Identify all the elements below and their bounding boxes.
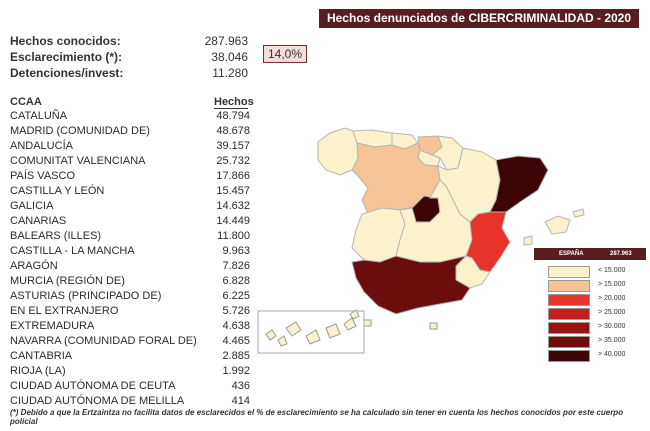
region-hechos-value: 2.885 [222,350,250,362]
region-name: CIUDAD AUTÓNOMA DE MELILLA [10,395,185,407]
region-canarias [266,310,359,346]
region-hechos-value: 6.828 [222,275,250,287]
legend-label: > 35.000 [598,337,626,344]
esclarecimiento-label: Esclarecimiento (*): [10,50,123,64]
region-hechos-value: 4.465 [222,335,250,347]
region-name: ASTURIAS (PRINCIPADO DE) [10,290,162,302]
legend-header-label: ESPAÑA [559,251,584,257]
region-baleares-mallorca [545,216,570,234]
legend-swatch [548,336,590,348]
region-melilla [430,323,437,329]
legend-label: > 40.000 [598,351,626,358]
region-hechos-value: 11.800 [217,230,250,242]
esclarecimiento-value: 38.046 [211,50,248,64]
region-hechos-value: 414 [231,395,250,407]
table-header-hechos: Hechos [214,96,254,108]
region-hechos-value: 7.826 [222,260,250,272]
region-name: CASTILLA - LA MANCHA [10,245,135,257]
region-name: CANARIAS [10,215,67,227]
legend-label: < 15.000 [598,267,626,274]
region-andalucia [352,256,470,314]
region-name: PAÍS VASCO [10,170,76,182]
region-name: COMUNITAT VALENCIANA [10,155,146,167]
region-hechos-value: 48.678 [216,125,250,137]
legend-header [534,248,646,260]
region-hechos-value: 15.457 [216,185,250,197]
region-name: BALEARS (ILLES) [10,230,102,242]
region-baleares-ibiza [524,236,532,245]
region-name: CIUDAD AUTÓNOMA DE CEUTA [10,380,176,392]
region-hechos-value: 39.157 [216,140,250,152]
legend-label: > 30.000 [598,323,626,330]
legend-swatch [548,350,590,362]
region-hechos-value: 5.726 [222,305,250,317]
region-name: NAVARRA (COMUNIDAD FORAL DE) [10,335,197,347]
legend-label: > 25.000 [598,309,626,316]
legend-swatch [548,280,590,292]
region-hechos-value: 25.732 [216,155,250,167]
detenciones-label: Detenciones/invest: [10,66,124,80]
region-hechos-value: 4.638 [222,320,250,332]
table-header-ccaa: CCAA [10,96,42,108]
chart-title: Hechos denunciados de CIBERCRIMINALIDAD - 2020 [319,9,639,28]
region-name: ANDALUCÍA [10,140,73,152]
legend-swatch [548,294,590,306]
region-name: MURCIA (REGIÓN DE) [10,275,125,287]
region-hechos-value: 14.632 [216,200,250,212]
region-hechos-value: 48.794 [216,110,250,122]
esclarecimiento-rate-box: 14,0% [263,45,307,63]
region-name: RIOJA (LA) [10,365,66,377]
region-galicia [318,128,358,175]
region-cataluna [490,156,548,212]
legend-label: > 15.000 [598,281,626,288]
region-name: EN EL EXTRANJERO [10,305,119,317]
region-ceuta [364,320,371,326]
legend-swatch [548,308,590,320]
legend-label: > 20.000 [598,295,626,302]
region-name: ARAGÓN [10,260,58,272]
region-hechos-value: 9.963 [222,245,250,257]
region-name: CASTILLA Y LEÓN [10,185,105,197]
region-baleares-menorca [573,209,584,217]
region-name: EXTREMADURA [10,320,95,332]
region-hechos-value: 436 [231,380,250,392]
region-hechos-value: 14.449 [216,215,250,227]
region-name: CATALUÑA [10,110,68,122]
detenciones-value: 11.280 [212,66,248,80]
hechos-conocidos-value: 287.963 [204,34,248,48]
legend-swatch [548,322,590,334]
region-hechos-value: 6.225 [222,290,250,302]
region-hechos-value: 17.866 [216,170,250,182]
legend-swatch [548,266,590,278]
region-name: GALICIA [10,200,54,212]
region-name: CANTABRIA [10,350,73,362]
footnote: (*) Debido a que la Ertzaintza no facilita datos de esclarecidos el % de esclarecimiento se ha calculado sin tener en cuenta los hechos conocidos por este cuerpo policial [10,408,624,426]
legend-header-value: 287.963 [610,251,632,257]
hechos-conocidos-label: Hechos conocidos: [10,34,121,48]
region-name: MADRID (COMUNIDAD DE) [10,125,150,137]
region-hechos-value: 1.992 [222,365,250,377]
